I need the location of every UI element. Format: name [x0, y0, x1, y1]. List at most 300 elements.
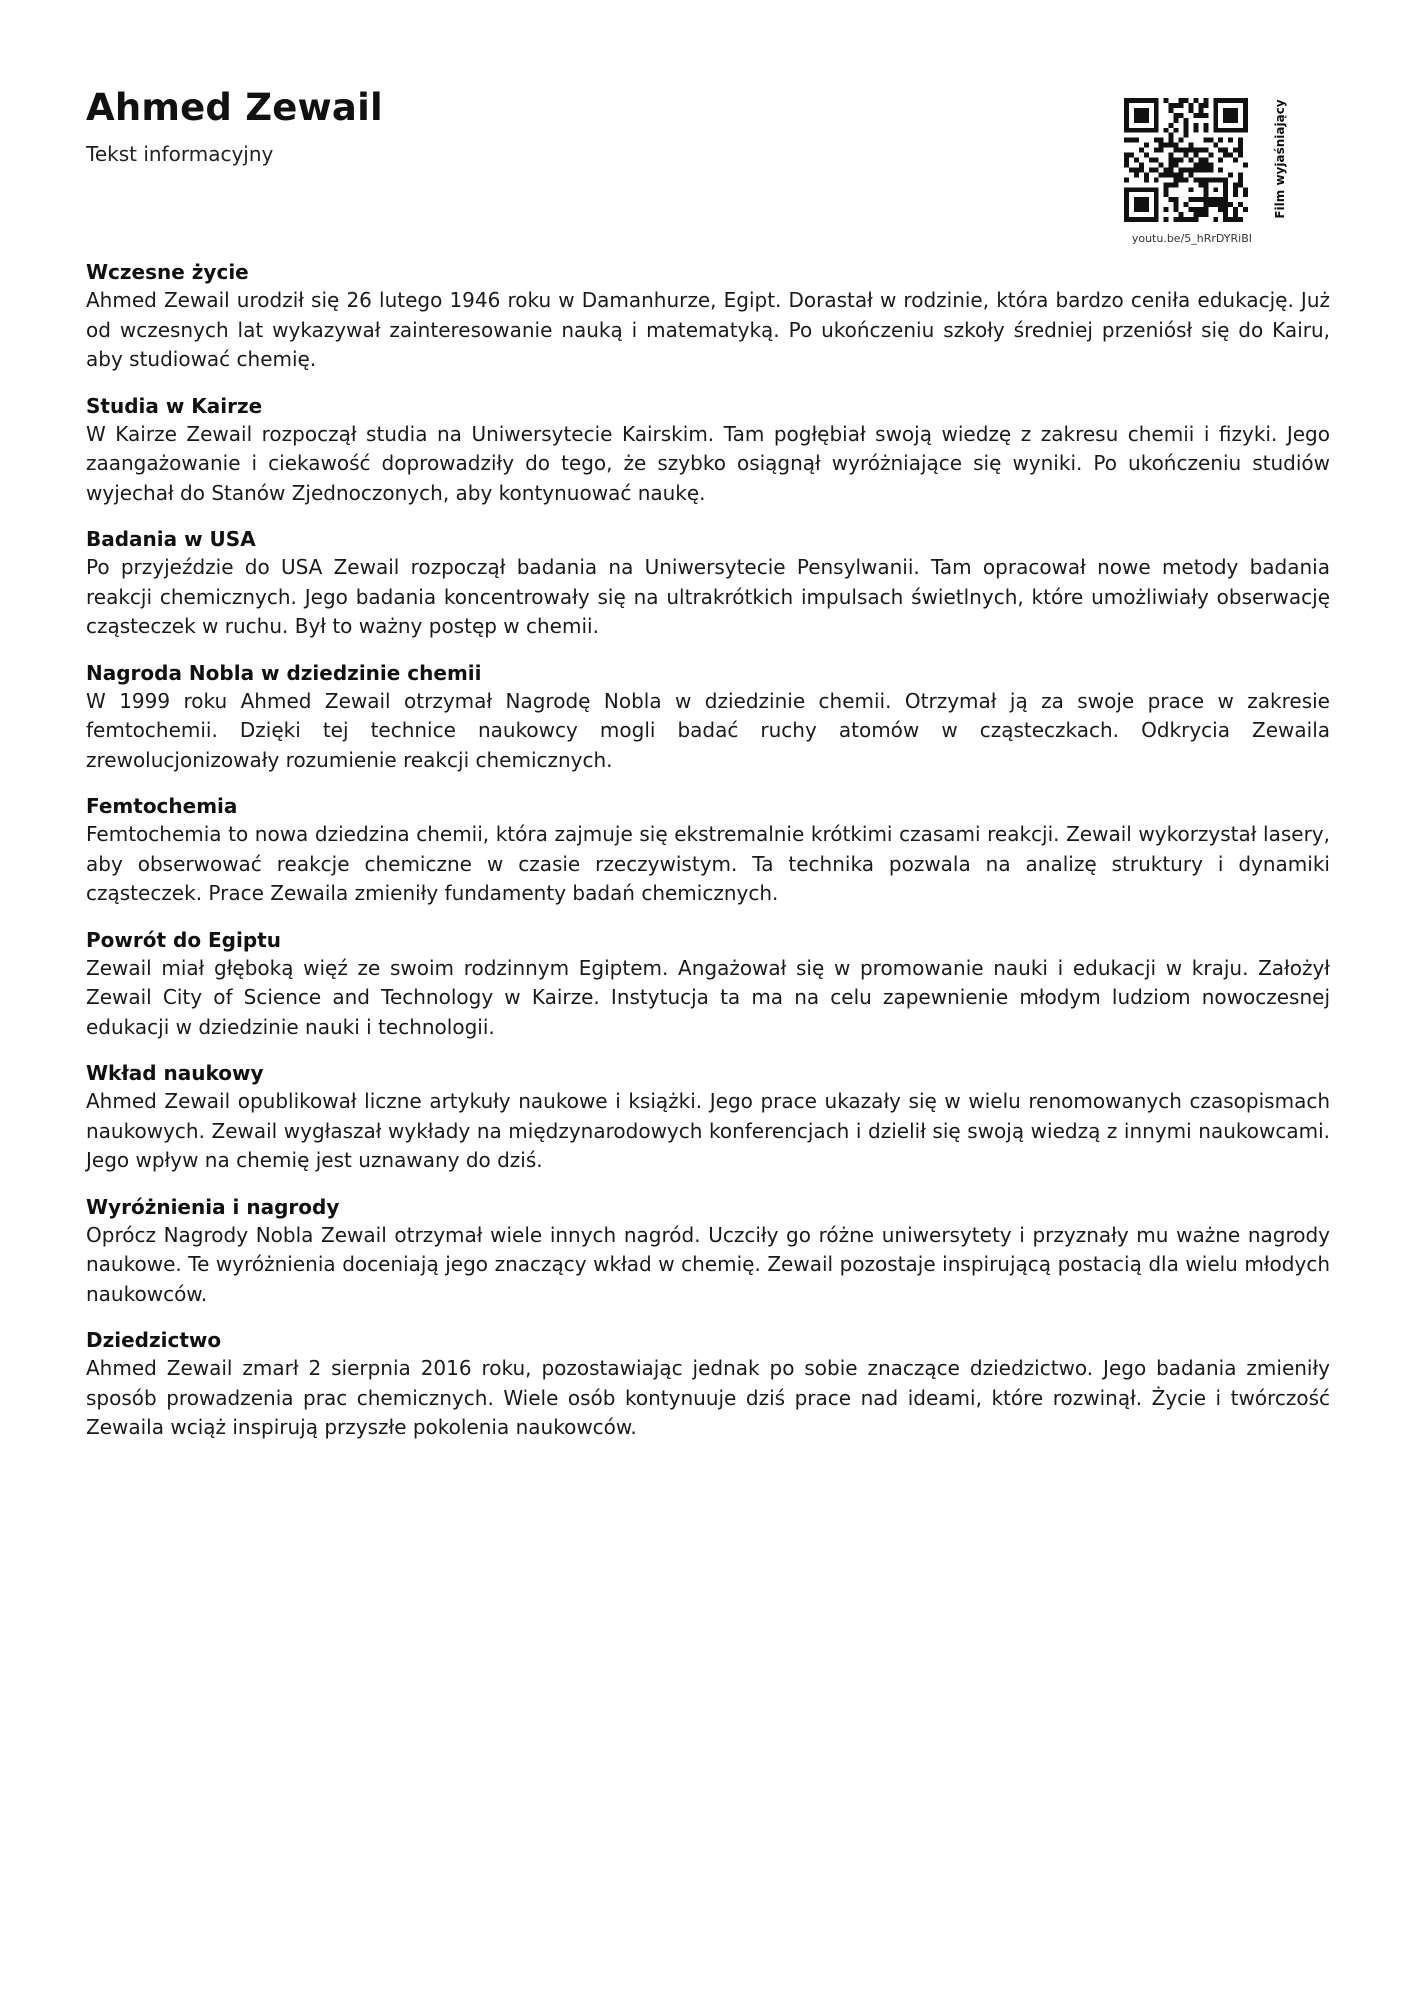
qr-module: [1124, 108, 1129, 113]
qr-module: [1223, 108, 1228, 113]
qr-module: [1174, 158, 1179, 163]
qr-module: [1144, 172, 1149, 177]
section-early-life: [86, 258, 1330, 375]
section-heading: Powrót do Egiptu: [86, 927, 281, 952]
qr-module: [1238, 177, 1243, 182]
qr-module: [1169, 138, 1174, 143]
qr-module: [1223, 182, 1228, 187]
qr-module: [1193, 162, 1198, 167]
qr-module: [1124, 123, 1129, 128]
section-legacy: [86, 1326, 1330, 1443]
qr-module: [1174, 217, 1179, 222]
qr-module: [1134, 217, 1139, 222]
qr-module: [1134, 197, 1139, 202]
qr-module: [1243, 118, 1248, 123]
qr-module: [1203, 187, 1208, 192]
qr-module: [1179, 103, 1184, 108]
qr-module: [1164, 192, 1169, 197]
section-heading: Nagroda Nobla w dziedzinie chemii: [86, 660, 482, 685]
qr-module: [1144, 202, 1149, 207]
qr-module: [1203, 167, 1208, 172]
qr-module: [1169, 153, 1174, 158]
section-heading: Wkład naukowy: [86, 1061, 264, 1085]
qr-module: [1223, 207, 1228, 212]
section-femtochemistry: [86, 792, 1330, 909]
qr-module: [1149, 158, 1154, 163]
qr-module: [1139, 148, 1144, 153]
qr-module: [1198, 148, 1203, 153]
qr-module: [1188, 197, 1193, 202]
qr-module: [1129, 167, 1134, 172]
qr-module: [1203, 113, 1208, 118]
qr-module: [1144, 153, 1149, 158]
qr-module: [1124, 113, 1129, 118]
qr-module: [1203, 103, 1208, 108]
qr-module: [1179, 212, 1184, 217]
qr-module: [1193, 148, 1198, 153]
qr-module: [1218, 207, 1223, 212]
qr-module: [1198, 162, 1203, 167]
qr-module: [1193, 217, 1198, 222]
qr-module: [1198, 167, 1203, 172]
qr-module: [1193, 212, 1198, 217]
qr-module: [1233, 98, 1238, 103]
qr-module: [1179, 138, 1184, 143]
qr-module: [1203, 123, 1208, 128]
qr-module: [1223, 197, 1228, 202]
qr-module: [1243, 98, 1248, 103]
qr-module: [1223, 187, 1228, 192]
qr-module: [1129, 187, 1134, 192]
qr-module: [1223, 202, 1228, 207]
qr-module: [1144, 197, 1149, 202]
qr-module: [1169, 158, 1174, 163]
qr-module: [1174, 118, 1179, 123]
qr-module: [1223, 98, 1228, 103]
qr-module: [1243, 128, 1248, 133]
qr-module: [1223, 192, 1228, 197]
qr-module: [1174, 207, 1179, 212]
qr-module: [1213, 118, 1218, 123]
qr-module: [1203, 138, 1208, 143]
qr-module: [1129, 128, 1134, 133]
qr-module: [1188, 148, 1193, 153]
qr-module: [1124, 162, 1129, 167]
qr-module: [1218, 202, 1223, 207]
qr-module: [1243, 192, 1248, 197]
qr-module: [1144, 217, 1149, 222]
qr-module: [1134, 118, 1139, 123]
qr-module: [1179, 177, 1184, 182]
qr-module: [1198, 182, 1203, 187]
qr-module: [1203, 177, 1208, 182]
qr-module: [1233, 192, 1238, 197]
qr-module: [1139, 108, 1144, 113]
qr-module: [1124, 98, 1129, 103]
article-body: [86, 258, 1330, 1460]
qr-module: [1184, 177, 1189, 182]
qr-module: [1213, 217, 1218, 222]
qr-module: [1144, 108, 1149, 113]
qr-module: [1179, 148, 1184, 153]
qr-module: [1174, 162, 1179, 167]
qr-link-caption[interactable]: youtu.be/5_hRrDYRiBI: [1131, 232, 1252, 245]
qr-module: [1243, 123, 1248, 128]
section-paragraph: W 1999 roku Ahmed Zewail otrzymał Nagrodę Nobla w dziedzinie chemii. Otrzymał ją za swoje prace w zakresie femtochemii. Dzięki tej technice naukowcy mogli badać ruchy atomów w cząsteczkach. Odkrycia Zewaila zrewolucjonizowały rozumienie reakcji chemicznych.: [86, 688, 1330, 772]
qr-module: [1208, 138, 1213, 143]
section-awards: [86, 1193, 1330, 1310]
qr-module: [1154, 113, 1159, 118]
qr-module: [1208, 197, 1213, 202]
qr-module: [1188, 103, 1193, 108]
qr-module: [1193, 153, 1198, 158]
qr-module: [1124, 217, 1129, 222]
qr-module: [1193, 207, 1198, 212]
qr-module: [1243, 108, 1248, 113]
qr-module: [1213, 177, 1218, 182]
qr-module: [1139, 128, 1144, 133]
qr-module: [1228, 128, 1233, 133]
qr-module: [1184, 98, 1189, 103]
page-title: Ahmed Zewail: [86, 86, 383, 129]
qr-module: [1203, 98, 1208, 103]
qr-module: [1203, 207, 1208, 212]
qr-module: [1154, 212, 1159, 217]
qr-module: [1203, 158, 1208, 163]
qr-module: [1233, 158, 1238, 163]
section-heading: Femtochemia: [86, 794, 238, 818]
qr-module: [1223, 177, 1228, 182]
section-heading: Wyróżnienia i nagrody: [86, 1194, 340, 1219]
section-paragraph: Po przyjeździe do USA Zewail rozpoczął badania na Uniwersytecie Pensylwanii. Tam opracował nowe metody badania reakcji chemicznych. Jego badania koncentrowały się na ultrakrótkich impulsach świetlnych, które umożliwiały obserwację cząsteczek w ruchu. Był to ważny postęp w chemii.: [86, 555, 1330, 638]
qr-module: [1164, 98, 1169, 103]
qr-module: [1124, 138, 1129, 143]
qr-module: [1154, 202, 1159, 207]
section-heading: Studia w Kairze: [86, 393, 263, 418]
qr-module: [1169, 162, 1174, 167]
qr-module: [1169, 143, 1174, 148]
qr-module: [1213, 123, 1218, 128]
qr-module: [1124, 158, 1129, 163]
qr-module: [1188, 187, 1193, 192]
section-paragraph: Ahmed Zewail opublikował liczne artykuły naukowe i książki. Jego prace ukazały się w wielu renomowanych czasopismach naukowych. Zewail wygłaszał wykłady na międzynarodowych konferencjach i dzielił się swoją wiedzą z innymi naukowcami. Jego wpływ na chemię jest uznawany do dziś.: [86, 1089, 1330, 1172]
qr-module: [1208, 162, 1213, 167]
qr-module: [1154, 98, 1159, 103]
qr-module: [1164, 128, 1169, 133]
qr-module: [1134, 113, 1139, 118]
qr-module: [1188, 217, 1193, 222]
qr-module: [1193, 98, 1198, 103]
qr-module: [1238, 153, 1243, 158]
qr-module: [1238, 217, 1243, 222]
qr-module: [1164, 167, 1169, 172]
qr-module: [1188, 207, 1193, 212]
qr-module: [1233, 118, 1238, 123]
qr-module: [1179, 172, 1184, 177]
qr-module: [1218, 158, 1223, 163]
qr-module: [1159, 138, 1164, 143]
section-studies-cairo: [86, 392, 1330, 509]
qr-module: [1243, 113, 1248, 118]
qr-module: [1154, 118, 1159, 123]
qr-module: [1134, 207, 1139, 212]
qr-module: [1193, 123, 1198, 128]
qr-module: [1179, 217, 1184, 222]
qr-module: [1144, 118, 1149, 123]
qr-module: [1154, 197, 1159, 202]
section-paragraph: Oprócz Nagrody Nobla Zewail otrzymał wiele innych nagród. Uczciły go różne uniwersytety i przyznały mu ważne nagrody naukowe. Te wyróżnienia doceniają jego znaczący wkład w chemię. Zewail pozostaje inspirującą postacią dla wielu młodych naukowców.: [86, 1222, 1330, 1306]
qr-module: [1198, 197, 1203, 202]
qr-module: [1149, 167, 1154, 172]
qr-module: [1223, 118, 1228, 123]
qr-module: [1233, 217, 1238, 222]
qr-module: [1238, 172, 1243, 177]
qr-module: [1124, 128, 1129, 133]
qr-module: [1233, 128, 1238, 133]
qr-module: [1233, 212, 1238, 217]
qr-module: [1174, 143, 1179, 148]
qr-module: [1164, 143, 1169, 148]
qr-module: [1174, 172, 1179, 177]
qr-module: [1223, 128, 1228, 133]
qr-module: [1203, 148, 1208, 153]
qr-module: [1174, 148, 1179, 153]
qr-module: [1243, 187, 1248, 192]
qr-module: [1164, 172, 1169, 177]
qr-module: [1174, 182, 1179, 187]
qr-module: [1203, 197, 1208, 202]
qr-module: [1124, 103, 1129, 108]
qr-module: [1184, 118, 1189, 123]
qr-module: [1134, 98, 1139, 103]
qr-module: [1149, 98, 1154, 103]
qr-module: [1223, 153, 1228, 158]
qr-module: [1124, 202, 1129, 207]
section-heading: Wczesne życie: [86, 260, 249, 284]
section-heading: Dziedzictwo: [86, 1328, 222, 1352]
qr-module: [1154, 187, 1159, 192]
section-paragraph: Ahmed Zewail zmarł 2 sierpnia 2016 roku, pozostawiając jednak po sobie znaczące dziedzictwo. Jego badania zmieniły sposób prowadzenia prac chemicznych. Wiele osób kontynuuje dziś prace nad ideami, które rozwinął. Życie i twórczość Zewaila wciąż inspirują przyszłe pokolenia naukowców.: [86, 1356, 1330, 1439]
qr-module: [1228, 153, 1233, 158]
qr-module: [1238, 138, 1243, 143]
qr-module: [1233, 108, 1238, 113]
qr-module: [1213, 103, 1218, 108]
qr-module: [1238, 202, 1243, 207]
qr-module: [1203, 162, 1208, 167]
qr-module: [1164, 207, 1169, 212]
qr-module: [1233, 113, 1238, 118]
qr-module: [1154, 138, 1159, 143]
qr-module: [1193, 167, 1198, 172]
qr-module: [1203, 202, 1208, 207]
qr-module: [1198, 177, 1203, 182]
section-paragraph: Ahmed Zewail urodził się 26 lutego 1946 roku w Damanhurze, Egipt. Dorastał w rodzinie, która bardzo ceniła edukację. Już od wczesnych lat wykazywał zainteresowanie nauką i matematyką. Po ukończeniu szkoły średniej przeniósł się do Kairu, aby studiować chemię.: [86, 288, 1330, 371]
qr-module: [1184, 123, 1189, 128]
qr-module: [1213, 187, 1218, 192]
qr-module: [1184, 217, 1189, 222]
qr-module: [1129, 138, 1134, 143]
qr-module: [1159, 162, 1164, 167]
qr-module: [1179, 167, 1184, 172]
qr-module: [1174, 103, 1179, 108]
qr-module: [1184, 153, 1189, 158]
qr-module: [1213, 202, 1218, 207]
page-subtitle: Tekst informacyjny: [86, 142, 274, 166]
qr-module: [1154, 148, 1159, 153]
section-research-usa: [86, 525, 1330, 642]
qr-module: [1218, 167, 1223, 172]
qr-module: [1124, 153, 1129, 158]
qr-module: [1203, 192, 1208, 197]
qr-module: [1139, 207, 1144, 212]
qr-module: [1193, 128, 1198, 133]
qr-module: [1174, 113, 1179, 118]
qr-module: [1139, 113, 1144, 118]
qr-module: [1144, 187, 1149, 192]
qr-module: [1198, 158, 1203, 163]
qr-module: [1228, 113, 1233, 118]
qr-module: [1213, 197, 1218, 202]
qr-module: [1134, 108, 1139, 113]
qr-module: [1169, 167, 1174, 172]
section-heading: Badania w USA: [86, 527, 256, 551]
qr-module: [1203, 182, 1208, 187]
qr-module: [1193, 197, 1198, 202]
qr-module: [1203, 212, 1208, 217]
qr-module: [1134, 187, 1139, 192]
qr-module: [1198, 212, 1203, 217]
qr-module: [1134, 128, 1139, 133]
qr-module: [1144, 98, 1149, 103]
qr-module: [1154, 217, 1159, 222]
qr-module: [1233, 207, 1238, 212]
qr-module: [1223, 212, 1228, 217]
section-return-egypt: [86, 926, 1330, 1043]
qr-module: [1198, 207, 1203, 212]
qr-module: [1154, 158, 1159, 163]
qr-module: [1169, 103, 1174, 108]
qr-module: [1124, 197, 1129, 202]
qr-module: [1188, 158, 1193, 163]
qr-module: [1169, 182, 1174, 187]
qr-module: [1213, 128, 1218, 133]
section-paragraph: Zewail miał głęboką więź ze swoim rodzinnym Egiptem. Angażował się w promowanie nauki i edukacji w kraju. Założył Zewail City of Science and Technology w Kairze. Instytucja ta ma na celu zapewnienie młodym ludziom nowoczesnej edukacji w dziedzinie nauki i technologii.: [86, 955, 1330, 1039]
qr-module: [1134, 158, 1139, 163]
qr-module: [1154, 108, 1159, 113]
qr-module: [1243, 207, 1248, 212]
qr-module: [1188, 143, 1193, 148]
qr-module: [1228, 172, 1233, 177]
qr-module: [1124, 207, 1129, 212]
qr-module: [1129, 217, 1134, 222]
qr-module: [1213, 113, 1218, 118]
qr-module: [1154, 192, 1159, 197]
qr-module: [1134, 167, 1139, 172]
qr-module: [1223, 217, 1228, 222]
qr-module: [1198, 103, 1203, 108]
qr-module: [1228, 108, 1233, 113]
qr-module: [1174, 177, 1179, 182]
qr-module: [1198, 113, 1203, 118]
qr-module: [1218, 197, 1223, 202]
qr-module: [1218, 98, 1223, 103]
qr-module: [1164, 182, 1169, 187]
section-paragraph: Femtochemia to nowa dziedzina chemii, która zajmuje się ekstremalnie krótkimi czasami reakcji. Zewail wykorzystał lasery, aby obserwować reakcje chemiczne w czasie rzeczywistym. Ta technika pozwala na analizę struktury i dynamiki cząsteczek. Prace Zewaila zmieniły fundamenty badań chemicznych.: [86, 822, 1330, 905]
qr-module: [1174, 197, 1179, 202]
qr-module: [1208, 167, 1213, 172]
qr-module: [1149, 128, 1154, 133]
qr-module: [1198, 108, 1203, 113]
qr-module: [1233, 182, 1238, 187]
qr-module: [1238, 143, 1243, 148]
qr-module: [1144, 143, 1149, 148]
qr-module: [1134, 138, 1139, 143]
qr-module: [1238, 98, 1243, 103]
qr-module: [1129, 153, 1134, 158]
qr-side-label: Film wyjaśniający: [1273, 99, 1287, 219]
qr-module: [1159, 148, 1164, 153]
qr-module: [1169, 123, 1174, 128]
qr-module: [1228, 138, 1233, 143]
qr-module: [1203, 128, 1208, 133]
qr-module: [1208, 177, 1213, 182]
qr-module: [1164, 217, 1169, 222]
qr-module: [1238, 128, 1243, 133]
qr-module: [1228, 98, 1233, 103]
qr-module: [1188, 108, 1193, 113]
qr-module: [1184, 128, 1189, 133]
qr-module: [1139, 197, 1144, 202]
qr-module: [1154, 123, 1159, 128]
qr-module: [1149, 217, 1154, 222]
qr-module: [1184, 133, 1189, 138]
qr-module: [1179, 158, 1184, 163]
qr-module: [1139, 162, 1144, 167]
qr-module: [1124, 212, 1129, 217]
qr-module: [1213, 98, 1218, 103]
qr-module: [1139, 118, 1144, 123]
qr-module: [1174, 202, 1179, 207]
qr-module: [1223, 148, 1228, 153]
qr-module: [1159, 143, 1164, 148]
qr-module: [1193, 177, 1198, 182]
qr-module: [1154, 207, 1159, 212]
qr-module: [1134, 202, 1139, 207]
qr-module: [1169, 172, 1174, 177]
qr-module: [1164, 187, 1169, 192]
qr-module: [1218, 138, 1223, 143]
qr-module: [1154, 103, 1159, 108]
qr-module: [1208, 153, 1213, 158]
qr-module: [1159, 172, 1164, 177]
qr-module: [1139, 217, 1144, 222]
qr-module: [1129, 98, 1134, 103]
qr-module: [1208, 202, 1213, 207]
qr-module: [1124, 187, 1129, 192]
qr-module: [1139, 202, 1144, 207]
section-paragraph: W Kairze Zewail rozpoczął studia na Uniwersytecie Kairskim. Tam pogłębiał swoją wiedzę z zakresu chemii i fizyki. Jego zaangażowanie i ciekawość doprowadziły do tego, że szybko osiągnął wyróżniające się wyniki. Po ukończeniu studiów wyjechał do Stanów Zjednoczonych, aby kontynuować naukę.: [86, 421, 1330, 505]
qr-module: [1139, 187, 1144, 192]
section-scientific-contribution: [86, 1059, 1330, 1176]
qr-module: [1188, 167, 1193, 172]
qr-module: [1124, 192, 1129, 197]
qr-module: [1228, 217, 1233, 222]
qr-module: [1149, 187, 1154, 192]
qr-module: [1188, 172, 1193, 177]
qr-module: [1139, 98, 1144, 103]
qr-module: [1154, 167, 1159, 172]
qr-code-icon[interactable]: [1124, 98, 1248, 222]
